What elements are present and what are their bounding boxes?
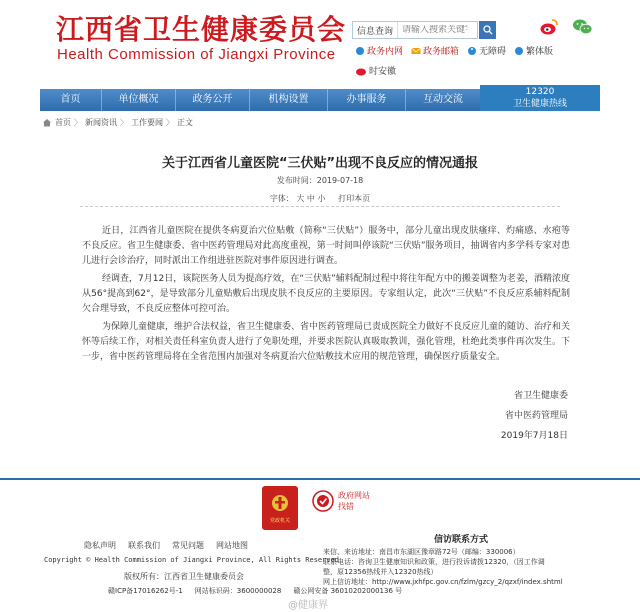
site-subtitle: Health Commission of Jiangxi Province xyxy=(57,46,336,63)
host-text: 版权所有：江西省卫生健康委员会 xyxy=(124,572,244,581)
quick-links xyxy=(355,44,553,57)
article-paragraph-3: 为保障儿童健康，维护合法权益，省卫生健康委、省中医药管理局已责成医院全力做好不良反应儿童的随访、治疗和关怀等后续工作，对相关责任科室负责人进行了免职处理，并要求医院认真吸取教训，强化管理，杜绝此类事件再次发生。下一步，省中医药管理局将在全省范围内加强对冬病夏治穴位贴敷技术应用的规范管理，确保医疗质量安全。 xyxy=(82,322,571,362)
contact-title: 信访联系方式 xyxy=(434,535,489,545)
search-button[interactable] xyxy=(479,21,496,39)
article-title: 关于江西省儿童医院“三伏贴”出现不良反应的情况通报 xyxy=(161,156,479,171)
article-paragraph-2: 经调查，7月12日，该院医务人员为提高疗效，在“三伏贴”辅料配制过程中将往年配方中的搬姜调整为老姜，酒精浓度从56°提高到62°，是导致部分儿童贴敷后出现皮肤不良反应的主要原因。专家组认定，此次“三伏贴”不良反应系辅料配制欠合理导致，不良反应整体可控可治。 xyxy=(82,274,570,314)
emblem-label: 党政机关 xyxy=(269,517,290,524)
site-id: 网站标识码：3600000028 xyxy=(194,587,282,595)
signature-tcm-bureau: 省中医药管理局 xyxy=(504,411,568,421)
quick-link-mail[interactable] xyxy=(411,44,459,57)
weibo-link[interactable] xyxy=(355,64,396,77)
breadcrumb-work[interactable]: 工作要闻 xyxy=(131,118,163,127)
breadcrumb-separator: 〉 xyxy=(166,118,174,127)
hotline-label: 卫生健康热线 xyxy=(512,99,567,109)
site-header xyxy=(0,0,640,88)
footer-link-faq[interactable]: 常见问题 xyxy=(172,541,204,550)
gov-emblem-badge[interactable] xyxy=(262,486,298,530)
print-link[interactable]: 打印本页 xyxy=(338,194,371,203)
police-record[interactable]: 赣公网安备 36010202000136 号 xyxy=(293,587,403,595)
breadcrumb xyxy=(42,117,193,128)
watermark: @健康界 xyxy=(288,600,328,611)
quick-link-intranet[interactable] xyxy=(355,44,403,57)
home-icon xyxy=(42,118,52,127)
footer-link-privacy[interactable]: 隐私声明 xyxy=(84,541,116,550)
nav-home[interactable]: 首页 xyxy=(40,89,102,111)
error-report-badge[interactable] xyxy=(312,490,370,512)
contact-address: 来信、来访地址：南昌市东湖区豫章路72号（邮编：330006） xyxy=(323,548,520,556)
search-bar xyxy=(352,21,478,39)
breadcrumb-separator: 〉 xyxy=(74,118,82,127)
search-label: 信息查询 xyxy=(353,22,398,38)
breadcrumb-current: 正文 xyxy=(177,118,193,127)
mail-icon xyxy=(411,46,421,56)
weibo-small-icon xyxy=(355,66,367,76)
language-icon xyxy=(514,46,524,56)
breadcrumb-home[interactable]: 首页 xyxy=(55,118,71,127)
article-paragraph-1: 近日，江西省儿童医院在提供冬病夏治穴位贴敷（简称“三伏贴”）服务中，部分儿童出现皮肤瘙痒、灼痛感、水疱等不良反应。省卫生健康委、省中医药管理局对此高度重视，第一时间叫停该院“三伏贴”服务项目，抽调省内多学科专家对患儿进行会诊治疗，同时派出工作组进驻医院对事件原因进行调查。 xyxy=(82,226,570,266)
error-report-line1: 政府网站 xyxy=(338,491,370,500)
signature-date: 2019年7月18日 xyxy=(500,431,568,441)
error-check-icon xyxy=(312,490,334,512)
font-size-small[interactable]: 小 xyxy=(317,194,326,203)
hotline-badge[interactable] xyxy=(480,85,600,111)
footer-link-contact[interactable]: 联系我们 xyxy=(128,541,160,550)
wechat-icon[interactable] xyxy=(572,16,594,38)
party-gov-icon xyxy=(270,493,290,515)
weibo-icon[interactable] xyxy=(538,16,560,38)
nav-about[interactable]: 单位概况 xyxy=(102,89,176,111)
nav-organization[interactable]: 机构设置 xyxy=(250,89,328,111)
quick-link-label: 无障碍 xyxy=(479,47,507,57)
icp-info xyxy=(108,586,402,596)
copyright-text: Copyright © Health Commission of Jiangxi Province, All Rights Reserved xyxy=(44,556,340,564)
weibo-label: 时安徽 xyxy=(369,67,397,77)
font-size-large[interactable]: 大 xyxy=(296,194,305,203)
nav-interaction[interactable]: 互动交流 xyxy=(423,94,463,105)
title-divider xyxy=(80,206,560,207)
footer-link-sitemap[interactable]: 网站地图 xyxy=(216,541,248,550)
footer-links xyxy=(84,540,248,551)
contact-online[interactable]: 网上信访地址：http://www.jxhfpc.gov.cn/fzlm/gzcy_2/qzxf/index.shtml xyxy=(323,578,563,586)
contact-phone: 联系电话：咨询卫生健康知识和政策，进行投诉请拨12320，（因工作调 xyxy=(323,558,545,566)
nav-services[interactable]: 办事服务 xyxy=(328,89,406,111)
quick-link-label: 繁体版 xyxy=(526,47,554,57)
footer-divider xyxy=(0,478,640,480)
font-size-medium[interactable]: 中 xyxy=(306,194,315,203)
icp-number[interactable]: 赣ICP备17016262号-1 xyxy=(108,587,183,595)
quick-link-traditional[interactable] xyxy=(514,44,553,57)
font-size-label: 字体： xyxy=(269,194,294,203)
breadcrumb-separator: 〉 xyxy=(120,118,128,127)
quick-link-accessibility[interactable] xyxy=(467,44,506,57)
nav-public[interactable]: 政务公开 xyxy=(176,89,250,111)
article-date: 发布时间：2019-07-18 xyxy=(276,176,364,185)
hotline-number: 12320 xyxy=(525,87,555,97)
signature-commission: 省卫生健康委 xyxy=(513,391,568,401)
search-input[interactable] xyxy=(398,25,468,35)
font-size-controls xyxy=(0,193,640,204)
search-icon xyxy=(483,25,493,35)
quick-link-label: 政务内网 xyxy=(367,47,404,57)
globe-icon xyxy=(355,46,365,56)
site-title[interactable]: 江西省卫生健康委员会 xyxy=(56,13,347,46)
error-report-line2: 找错 xyxy=(338,502,354,511)
breadcrumb-news[interactable]: 新闻资讯 xyxy=(85,118,117,127)
contact-phone-note: 整，原12356热线并入12320热线） xyxy=(323,568,438,576)
accessibility-icon xyxy=(467,46,477,56)
quick-link-label: 政务邮箱 xyxy=(423,47,460,57)
